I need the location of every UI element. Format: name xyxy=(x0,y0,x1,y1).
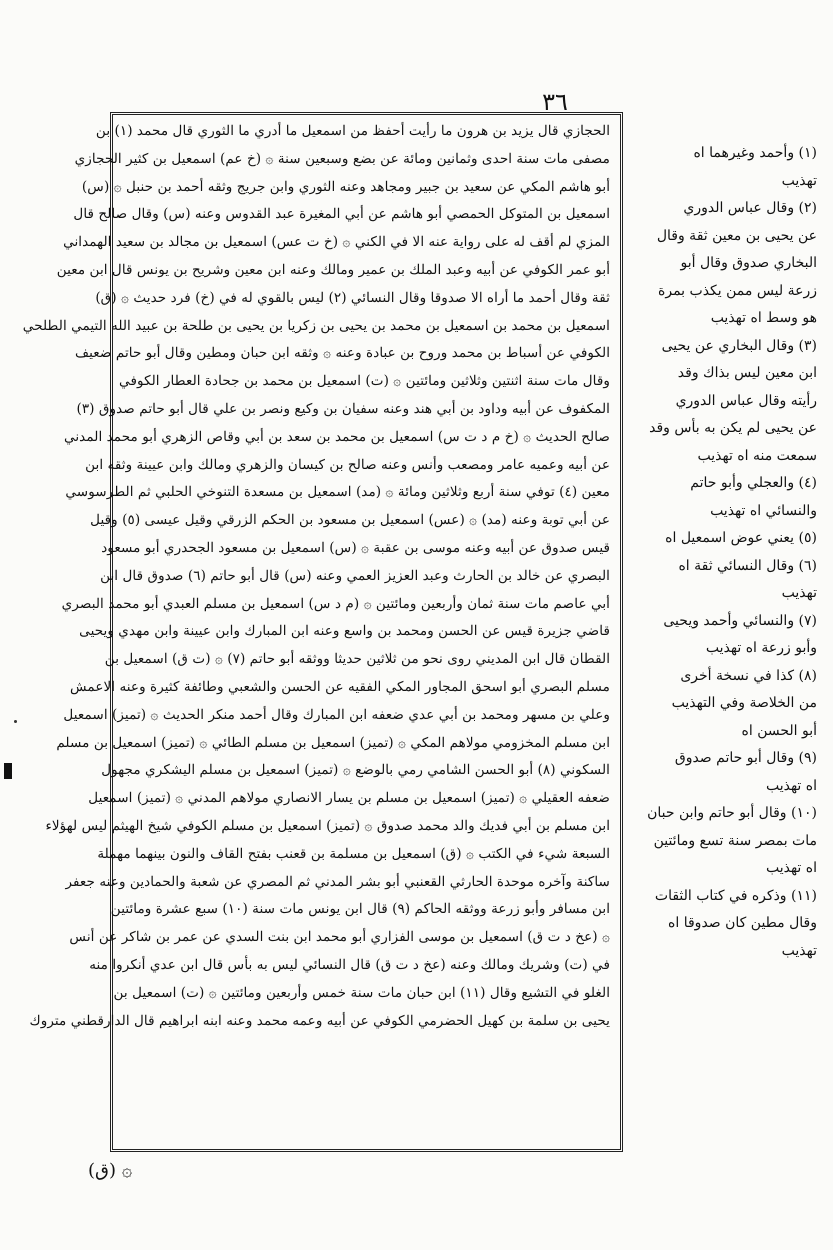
margin-note-line: (٩) وقال أبو حاتم صدوق xyxy=(674,750,817,766)
main-text-line: ساكنة وآخره موحدة الحارثي القعنبي أبو بشر المدني ثم المصري عن شعبة والحمادين وعنه جعفر xyxy=(65,873,610,890)
main-text-line: صالح الحديث ۞ (خ م د ت س) اسمعيل بن محمد بن سعد بن أبي وقاص الزهري أبو محمد المدني xyxy=(63,428,610,445)
main-text-line: قيس صدوق عن أبيه وعنه موسى بن عقبة ۞ (س) اسمعيل بن مسعود الجحدري أبو مسعود xyxy=(101,539,610,556)
main-text-line: اسمعيل بن محمد بن اسمعيل بن محمد بن يحيى بن زكريا بن يحيى بن طلحة بن عبيد الله التيمي الطلحي xyxy=(22,317,610,334)
main-text-line: ابن مسلم المخزومي مولاهم المكي ۞ (تميز) اسمعيل بن مسلم الطائي ۞ (تميز) اسمعيل بن مسلم xyxy=(56,734,610,751)
main-text-line: ابن مسافر وأبو زرعة ووثقه الحاكم (٩) قال ابن يونس مات سنة (١٠) سبع عشرة ومائتين xyxy=(110,901,610,918)
main-text-line: السكوني (٨) أبو الحسن الشامي رمي بالوضع ۞ (تميز) اسمعيل بن مسلم اليشكري مجهول xyxy=(101,762,610,779)
margin-note-line: (٥) يعني عوض اسمعيل اه xyxy=(665,530,817,546)
main-text-line: ۞ (عخ د ت ق) اسمعيل بن موسى الفزاري أبو محمد ابن بنت السدي عن عمر بن شاكر عن أنس xyxy=(69,929,610,946)
margin-note-line: عن يحيى لم يكن به بأس وقد xyxy=(649,420,817,436)
margin-note-line: اه تهذيب xyxy=(765,860,817,876)
main-text-line: مصفى مات سنة احدى وثمانين ومائة عن بضع وسبعين سنة ۞ (خ عم) اسمعيل بن كثير الحجازي xyxy=(74,150,610,167)
margin-note-line: عن يحيى بن معين ثقة وقال xyxy=(656,227,817,244)
margin-note-line: ابن معين ليس بذاك وقد xyxy=(677,365,817,381)
main-text-line: أبو عمر الكوفي عن أبيه وعبد الملك بن عمير ومالك وعنه ابن معين وشريح بن يونس قال ابن معين xyxy=(56,261,610,278)
main-text-line: الحجازي قال يزيد بن هرون ما رأيت أحفظ من اسمعيل ما أدري ما الثوري قال محمد (١) بن xyxy=(95,123,610,139)
main-text-line: في (ت) وشريك ومالك وعنه (عخ د ت ق) قال النسائي ليس به بأس قال ابن عدي أنكروا منه xyxy=(89,956,610,973)
main-text-line: ابن مسلم بن أبي فديك والد محمد صدوق ۞ (تميز) اسمعيل بن مسلم الكوفي شيخ الهيثم ليس لهؤلاء xyxy=(45,817,610,834)
margin-note-line: تهذيب xyxy=(781,585,817,601)
margin-note-line: والنسائي اه تهذيب xyxy=(710,502,817,519)
margin-note-line: (٣) وقال البخاري عن يحيى xyxy=(661,337,817,354)
main-text-line: السبعة شيء في الكتب ۞ (ق) اسمعيل بن مسلمة بن قعنب بفتح القاف والنون بينهما مهملة xyxy=(97,845,610,862)
margin-ink-mark xyxy=(4,763,12,779)
margin-note-line: سمعت منه اه تهذيب xyxy=(697,447,817,464)
main-text-line: أبو هاشم المكي عن سعيد بن جبير ومجاهد وعنه الثوري وابن جريج وثقه أحمد بن حنبل ۞ (س) xyxy=(81,178,610,195)
margin-note-line: زرعة ليس ممن يكذب بمرة xyxy=(658,282,817,299)
main-text-line: وعلي بن مسهر ومحمد بن أبي عدي ضعفه ابن المبارك وقال أحمد منكر الحديث ۞ (تميز) اسمعيل xyxy=(63,706,610,723)
main-text-line: المزي لم أقف له على رواية عنه الا في الكني ۞ (خ ت عس) اسمعيل بن مجالد بن سعيد الهمداني xyxy=(63,234,610,251)
main-text-block xyxy=(22,118,610,1138)
margin-note-line: (١٠) وقال أبو حاتم وابن حبان xyxy=(647,805,817,821)
main-text-line: الغلو في التشيع وقال (١١) ابن حبان مات سنة خمس وأربعين ومائتين ۞ (ت) اسمعيل بن xyxy=(113,984,610,1001)
margin-note-line: (٢) وقال عباس الدوري xyxy=(683,200,817,216)
main-text-line: يحيى بن سلمة بن كهيل الحضرمي الكوفي عن أبيه وعمه محمد وعنه ابنه ابراهيم قال الدارقطني متروك xyxy=(29,1012,610,1029)
margin-note-line: (٤) والعجلي وأبو حاتم xyxy=(690,475,817,491)
margin-note-line: هو وسط اه تهذيب xyxy=(710,310,817,326)
margin-note-line: (٧) والنسائي وأحمد ويحيى xyxy=(663,612,817,629)
bleed-through-noise xyxy=(70,62,770,84)
main-text-line: البصري عن خالد بن الحارث وعبد العزيز العمي وعنه (س) قال أبو حاتم (٦) صدوق قال ابن xyxy=(100,567,610,584)
main-text-line: المكفوف عن أبيه وداود بن أبي هند وعنه سفيان بن وكيع ونصر بن علي قال أبو حاتم صدوق (٣) xyxy=(76,400,610,417)
margin-note-line: (٦) وقال النسائي ثقة اه xyxy=(678,557,817,574)
page-number: ٣٦ xyxy=(542,88,568,116)
margin-note-line: اه تهذيب xyxy=(765,777,817,794)
main-text-line: اسمعيل بن المتوكل الحمصي أبو هاشم عن أبي المغيرة عبد القدوس وعنه (س) وقال صالح قال xyxy=(73,206,610,223)
margin-note-line: البخاري صدوق وقال أبو xyxy=(680,255,817,271)
main-text-line: الكوفي عن أسباط بن محمد وروح بن عبادة وعنه ۞ وثقه ابن حبان ومطين وقال أبو حاتم ضعيف xyxy=(75,345,610,362)
margin-ink-dot xyxy=(14,720,17,723)
margin-note-line: (١) وأحمد وغيرهما اه xyxy=(693,145,817,161)
main-text-line: معين (٤) توفي سنة أربع وثلاثين ومائة ۞ (مد) اسمعيل بن مسعدة التنوخي الحلبي ثم الطرسوسي xyxy=(65,484,610,501)
margin-note-line: وأبو زرعة اه تهذيب xyxy=(705,640,817,656)
margin-note-line: (١١) وذكره في كتاب الثقات xyxy=(654,887,817,904)
main-text-line: ضعفه العقيلي ۞ (تميز) اسمعيل بن مسلم بن يسار الانصاري مولاهم المدني ۞ (تميز) اسمعيل xyxy=(88,790,610,807)
main-text-line: ثقة وقال أحمد ما أراه الا صدوقا وقال النسائي (٢) ليس بالقوي له في (خ) فرد حديث ۞ (ق) xyxy=(95,289,610,306)
main-text-line: وقال مات سنة اثنتين وثلاثين ومائتين ۞ (ت) اسمعيل بن محمد بن جحادة العطار الكوفي xyxy=(119,373,610,390)
margin-note-line: وقال مطين كان صدوقا اه xyxy=(668,915,817,931)
main-text-line: أبي عاصم مات سنة ثمان وأربعين ومائتين ۞ (م د س) اسمعيل بن مسلم العبدي أبو محمد البصري xyxy=(61,595,610,612)
main-text-line: القطان قال ابن المديني روى نحو من ثلاثين حديثا ووثقه أبو حاتم (٧) ۞ (ت ق) اسمعيل بن xyxy=(104,651,610,668)
main-text-line: عن أبي توبة وعنه (مد) ۞ (عس) اسمعيل بن مسعود بن الحكم الزرقي وقيل عيسى (٥) وقيل xyxy=(90,512,610,529)
margin-note-line: تهذيب xyxy=(781,942,817,959)
margin-note-line: تهذيب xyxy=(781,172,817,189)
margin-note-line: مات بمصر سنة تسع ومائتين xyxy=(653,832,817,849)
main-text-line: مسلم البصري أبو اسحق المجاور المكي الفقيه عن الحسن والشعبي وطائفة كثيرة وعنه الاعمش xyxy=(69,678,610,695)
margin-notes xyxy=(632,140,817,1080)
margin-note-line: أبو الحسن اه xyxy=(741,722,817,739)
main-text-line: قاضي جزيرة قيس عن الحسن ومحمد بن واسع وعنه ابن المبارك وابن عيينة وابن مهدي ويحيى xyxy=(79,623,610,640)
margin-note-line: رأيته وقال عباس الدوري xyxy=(675,392,817,409)
margin-note-line: (٨) كذا في نسخة أخرى xyxy=(680,667,817,684)
catchword: ۞ (ق) xyxy=(88,1160,133,1181)
margin-note-line: من الخلاصة وفي التهذيب xyxy=(671,695,817,711)
main-text-line: عن أبيه وعميه عامر ومصعب وأنس وعنه صالح بن كيسان والزهري ومالك وابن عيينة وثقه ابن xyxy=(85,456,610,473)
